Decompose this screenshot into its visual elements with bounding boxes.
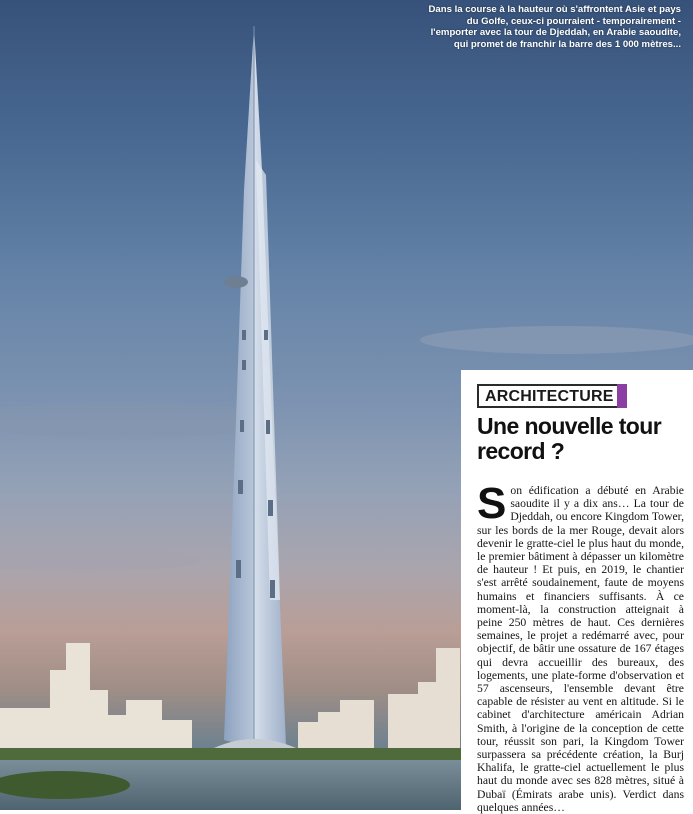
article-panel: [461, 370, 693, 814]
article-body: [477, 479, 684, 814]
kicker-label: ARCHITECTURE: [485, 388, 614, 405]
article-headline: Une nouvelle tour record ?: [477, 413, 662, 464]
drop-cap: S: [477, 479, 507, 528]
cloud: [420, 326, 693, 354]
article-body-text: on édification a débuté en Arabie saoudite il y a dix ans… La tour de Djeddah, ou encore Kingdom Tower, sur les bords de la mer Rouge, devait alors devenir le gratte-ciel le plus haut du monde, le premier bâtiment à dépasser un kilomètre de hauteur ! Et puis, en 2019, le chantier s'est arrêté soudainement, faute de moyens humains et financiers suffisants. À ce moment-là, la construction atteignait à peine 250 mètres de haut. Ces dernières semaines, le projet a redémarré avec, pour objectif, de bâtir une ossature de 167 étages qui devra accueillir des bureaux, des logements, une plate-forme d'observation et 57 ascenseurs, l'ensemble devant être capable de résister au vent en altitude. Si le cabinet d'architecture américain Adrian Smith, à l'origine de la conception de cette tour, réussit son pari, la Kingdom Tower surpassera sa précédente création, la Burj Khalifa, le gratte-ciel actuellement le plus haut du monde avec ses 828 mètres, situé à Dubaï (Émirats arabe unis). Verdict dans quelques années…: [477, 484, 684, 814]
skyline-right: [298, 648, 460, 758]
kingdom-tower: [214, 26, 296, 748]
photo-caption: Dans la course à la hauteur où s'affrontent Asie et pays du Golfe, ceux-ci pourraient - temporairement - l'emporter avec la tour de Djeddah, en Arabie saoudite, qui promet de franchir la barre des 1 000 mètres...: [428, 4, 681, 50]
cloud: [0, 548, 200, 572]
skyline-left: [0, 643, 192, 755]
section-kicker: [477, 384, 627, 408]
kicker-accent-bar: [617, 384, 627, 408]
